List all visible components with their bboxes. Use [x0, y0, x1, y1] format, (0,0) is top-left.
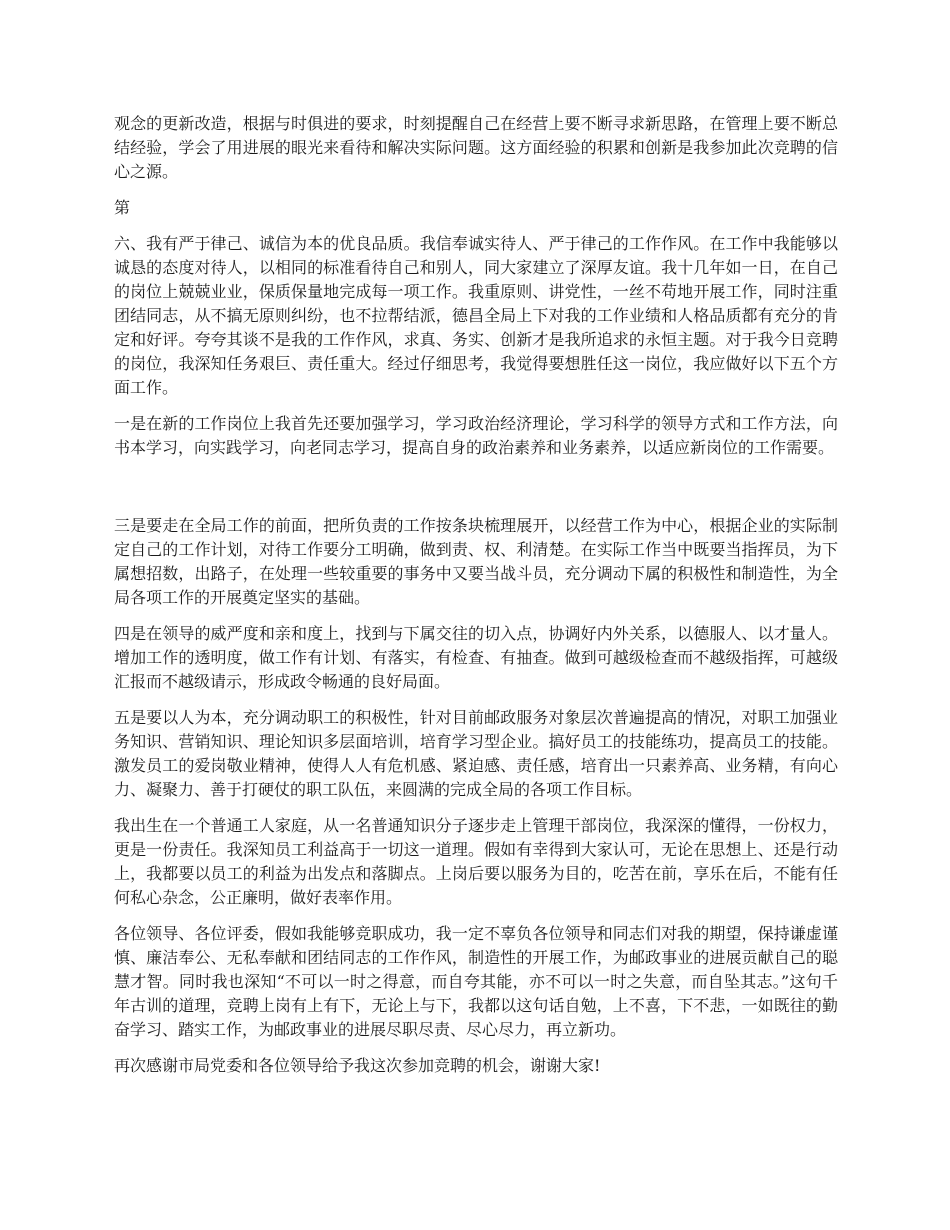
paragraph-plan-four: 四是在领导的威严度和亲和度上，找到与下属交往的切入点，协调好内外关系，以德服人、以才量人。增加工作的透明度，做工作有计划、有落实，有检查、有抽查。做到可越级检查而不越级指挥，可越级汇报而不越级请示，形成政令畅通的良好局面。: [114, 624, 838, 691]
paragraph-innovation: 观念的更新改造，根据与时俱进的要求，时刻提醒自己在经营上要不断寻求新思路，在管理上要不断总结经验，学会了用进展的眼光来看待和解决实际问题。这方面经验的积累和创新是我参加此次竞聘的信心之源。: [114, 114, 838, 181]
paragraph-pledge: 各位领导、各位评委，假如我能够竞职成功，我一定不辜负各位领导和同志们对我的期望，保持谦虚谨慎、廉洁奉公、无私奉献和团结同志的工作作风，制造性的开展工作，为邮政事业的进展贡献自己的聪慧才智。同时我也深知“不可以一时之得意，而自夸其能，亦不可以一时之失意，而自坠其志。”这句千年古训的道理，竞聘上岗有上有下，无论上与下，我都以这句话自勉，上不喜，下不悲，一如既往的勤奋学习、踏实工作，为邮政事业的进展尽职尽责、尽心尽力，再立新功。: [114, 924, 838, 1039]
paragraph-thanks: 再次感谢市局党委和各位领导给予我这次参加竞聘的机会，谢谢大家!: [114, 1056, 601, 1075]
paragraph-point-six: 六、我有严于律己、诚信为本的优良品质。我信奉诚实待人、严于律己的工作作风。在工作中我能够以诚恳的态度对待人，以相同的标准看待自己和别人，同大家建立了深厚友谊。我十几年如一日，在自己的岗位上兢兢业业，保质保量地完成每一项工作。我重原则、讲党性，一丝不苟地开展工作，同时注重团结同志，从不搞无原则纠纷，也不拉帮结派，德昌全局上下对我的工作业绩和人格品质都有充分的肯定和好评。夸夸其谈不是我的工作作风，求真、务实、创新才是我所追求的永恒主题。对于我今日竞聘的岗位，我深知任务艰巨、责任重大。经过仔细思考，我觉得要想胜任这一岗位，我应做好以下五个方面工作。: [114, 234, 838, 397]
paragraph-background: 我出生在一个普通工人家庭，从一名普通知识分子逐步走上管理干部岗位，我深深的懂得，一份权力，更是一份责任。我深知员工利益高于一切这一道理。假如有幸得到大家认可，无论在思想上、还是行动上，我都要以员工的利益为出发点和落脚点。上岗后要以服务为目的，吃苦在前，享乐在后，不能有任何私心杂念，公正廉明，做好表率作用。: [114, 816, 838, 907]
blank-gap: [114, 472, 838, 514]
paragraph-plan-three: 三是要走在全局工作的前面，把所负责的工作按条块梳理展开，以经营工作为中心，根据企业的实际制定自己的工作计划，对待工作要分工明确，做到责、权、利清楚。在实际工作当中既要当指挥员，为下属想招数，出路子，在处理一些较重要的事务中又要当战斗员，充分调动下属的积极性和制造性，为全局各项工作的开展奠定坚实的基础。: [114, 516, 838, 607]
paragraph-plan-one: 一是在新的工作岗位上我首先还要加强学习，学习政治经济理论，学习科学的领导方式和工作方法，向书本学习，向实践学习，向老同志学习，提高自身的政治素养和业务素养，以适应新岗位的工作需要。: [114, 414, 838, 457]
paragraph-fragment-di: 第: [114, 198, 131, 217]
paragraph-plan-five: 五是要以人为本，充分调动职工的积极性，针对目前邮政服务对象层次普遍提高的情况，对职工加强业务知识、营销知识、理论知识多层面培训，培育学习型企业。搞好员工的技能练功，提高员工的技能。激发员工的爱岗敬业精神，使得人人有危机感、紧迫感、责任感，培育出一只素养高、业务精，有向心力、凝聚力、善于打硬仗的职工队伍，来圆满的完成全局的各项工作目标。: [114, 708, 838, 799]
document-page: [114, 112, 838, 1090]
